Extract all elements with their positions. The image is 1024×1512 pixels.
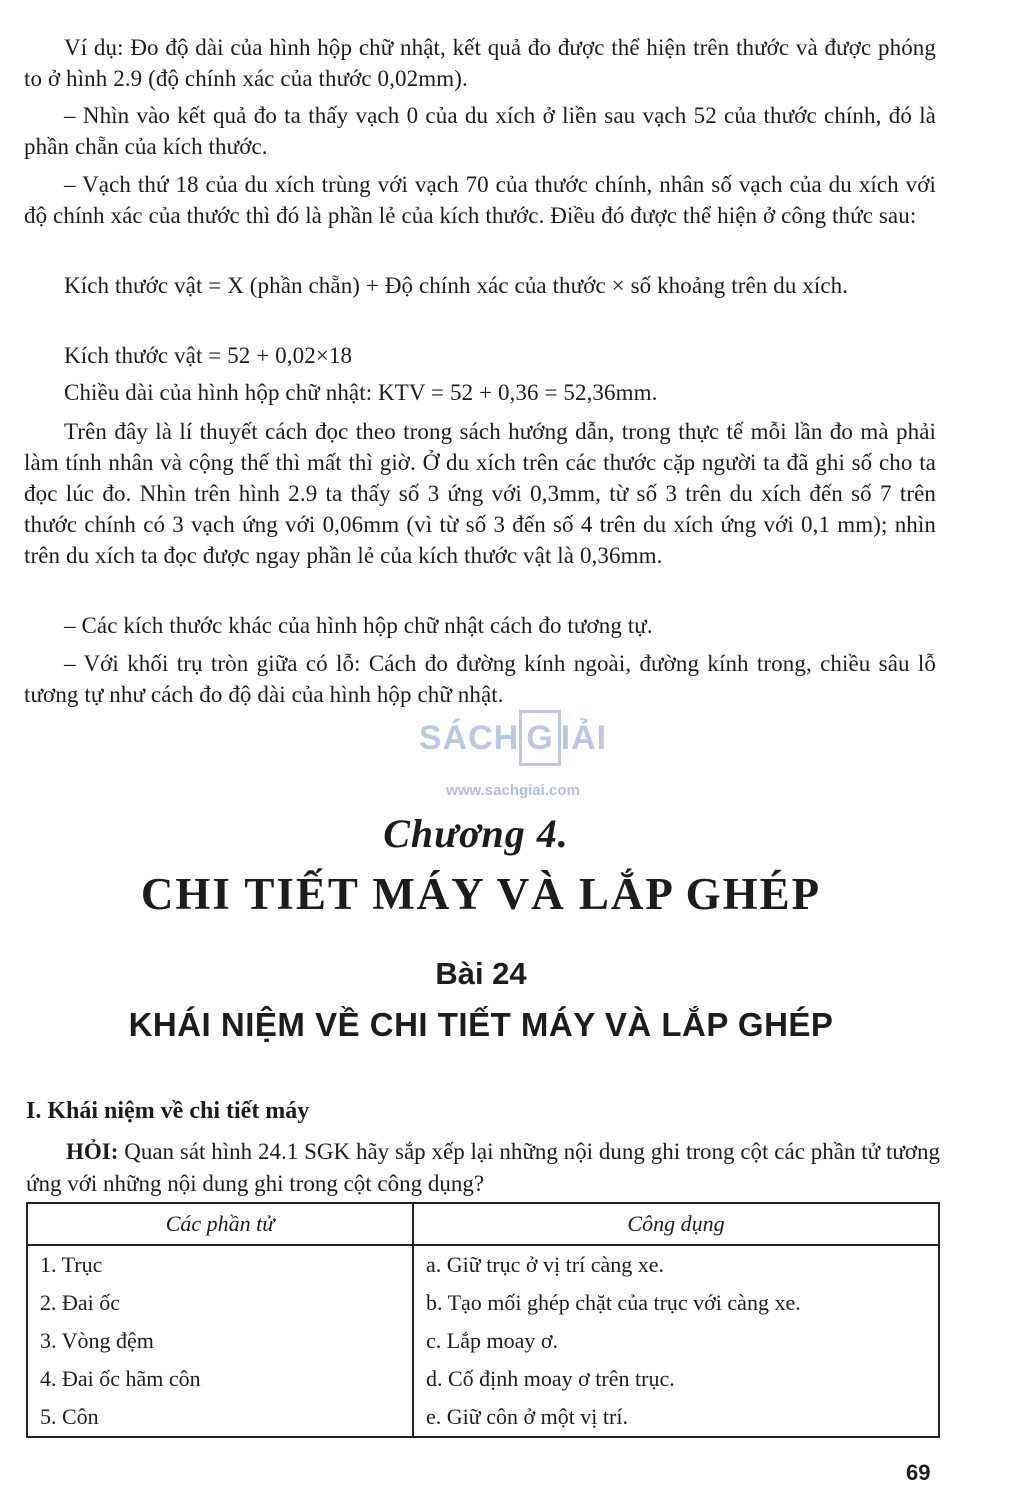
table-row — [27, 1284, 939, 1322]
paragraph-integer-part: – Nhìn vào kết quả đo ta thấy vạch 0 của du xích ở liền sau vạch 52 của thước chính, đó là phần chẵn của kích thước. — [24, 103, 936, 159]
chapter-label: Chương 4. — [383, 811, 569, 856]
paragraph-fraction-part: – Vạch thứ 18 của du xích trùng với vạch 70 của thước chính, nhân số vạch của du xích với độ chính xác của thước thì đó là phần lẻ của kích thước. Điều đó được thể hiện ở công thức sau: — [24, 172, 936, 228]
component-cell: 5. Côn — [27, 1398, 413, 1437]
watermark-right: IẢI — [560, 719, 608, 757]
paragraph-formula: Kích thước vật = X (phần chẵn) + Độ chính xác của thước × số khoảng trên du xích. — [64, 273, 849, 298]
question — [26, 1136, 940, 1200]
components-table — [26, 1202, 940, 1438]
paragraph-example: Ví dụ: Đo độ dài của hình hộp chữ nhật, kết quả đo được thể hiện trên thước và được phóng to ở hình 2.9 (độ chính xác của thước 0,02mm). — [24, 35, 936, 91]
paragraph-hollow-cylinder: – Với khối trụ tròn giữa có lỗ: Cách đo đường kính ngoài, đường kính trong, chiều sâu lỗ tương tự như cách đo độ dài của hình hộp chữ nhật. — [24, 651, 936, 707]
paragraph-calculation: Kích thước vật = 52 + 0,02×18 — [64, 343, 353, 368]
table-row — [27, 1398, 939, 1437]
component-cell: 2. Đai ốc — [27, 1284, 413, 1322]
question-label: HỎI: — [66, 1139, 119, 1164]
paragraph-other-dimensions: – Các kích thước khác của hình hộp chữ nhật cách đo tương tự. — [64, 613, 653, 638]
section-heading: I. Khái niệm về chi tiết máy — [26, 1098, 310, 1124]
header-functions: Công dụng — [413, 1203, 939, 1245]
table-row — [27, 1360, 939, 1398]
paragraph-result: Chiều dài của hình hộp chữ nhật: KTV = 52 + 0,36 = 52,36mm. — [64, 380, 658, 405]
watermark-url: www.sachgiai.com — [446, 782, 580, 799]
watermark-left: SÁCH — [418, 719, 520, 757]
function-cell: c. Lắp moay ơ. — [413, 1322, 939, 1360]
lesson-title: KHÁI NIỆM VỀ CHI TIẾT MÁY VÀ LẮP GHÉP — [128, 1006, 834, 1043]
function-cell: d. Cố định moay ơ trên trục. — [413, 1360, 939, 1398]
function-cell: e. Giữ côn ở một vị trí. — [413, 1398, 939, 1437]
function-cell: b. Tạo mối ghép chặt của trục với càng xe. — [413, 1284, 939, 1322]
question-text: Quan sát hình 24.1 SGK hãy sắp xếp lại những nội dung ghi trong cột các phần tử tương ứng với những nội dung ghi trong cột công dụng? — [26, 1139, 941, 1196]
table-header-row — [27, 1203, 939, 1245]
lesson-number: Bài 24 — [435, 956, 527, 991]
watermark-g: G — [519, 710, 560, 766]
page-number: 69 — [906, 1460, 931, 1485]
paragraph-reading-method: Trên đây là lí thuyết cách đọc theo trong sách hướng dẫn, trong thực tế mỗi lần đo mà phải làm tính nhân và cộng thế thì mất thì giờ. Ở du xích trên các thước cặp người ta đã ghi số cho ta đọc lúc đo. Nhìn trên hình 2.9 ta thấy số 3 ứng với 0,3mm, từ số 3 trên du xích đến số 7 trên thước chính có 3 vạch ứng với 0,06mm (vì từ số 3 đến số 4 trên du xích ứng với 0,1 mm); nhìn trên du xích ta đọc được ngay phần lẻ của kích thước vật là 0,36mm. — [24, 419, 936, 568]
watermark-logo — [412, 708, 614, 808]
table-row — [27, 1245, 939, 1284]
header-components: Các phần tử — [27, 1203, 413, 1245]
function-cell: a. Giữ trục ở vị trí càng xe. — [413, 1245, 939, 1284]
table-row — [27, 1322, 939, 1360]
chapter-title: CHI TIẾT MÁY VÀ LẮP GHÉP — [140, 869, 822, 919]
component-cell: 1. Trục — [27, 1245, 413, 1284]
component-cell: 3. Vòng đệm — [27, 1322, 413, 1360]
component-cell: 4. Đai ốc hãm côn — [27, 1360, 413, 1398]
